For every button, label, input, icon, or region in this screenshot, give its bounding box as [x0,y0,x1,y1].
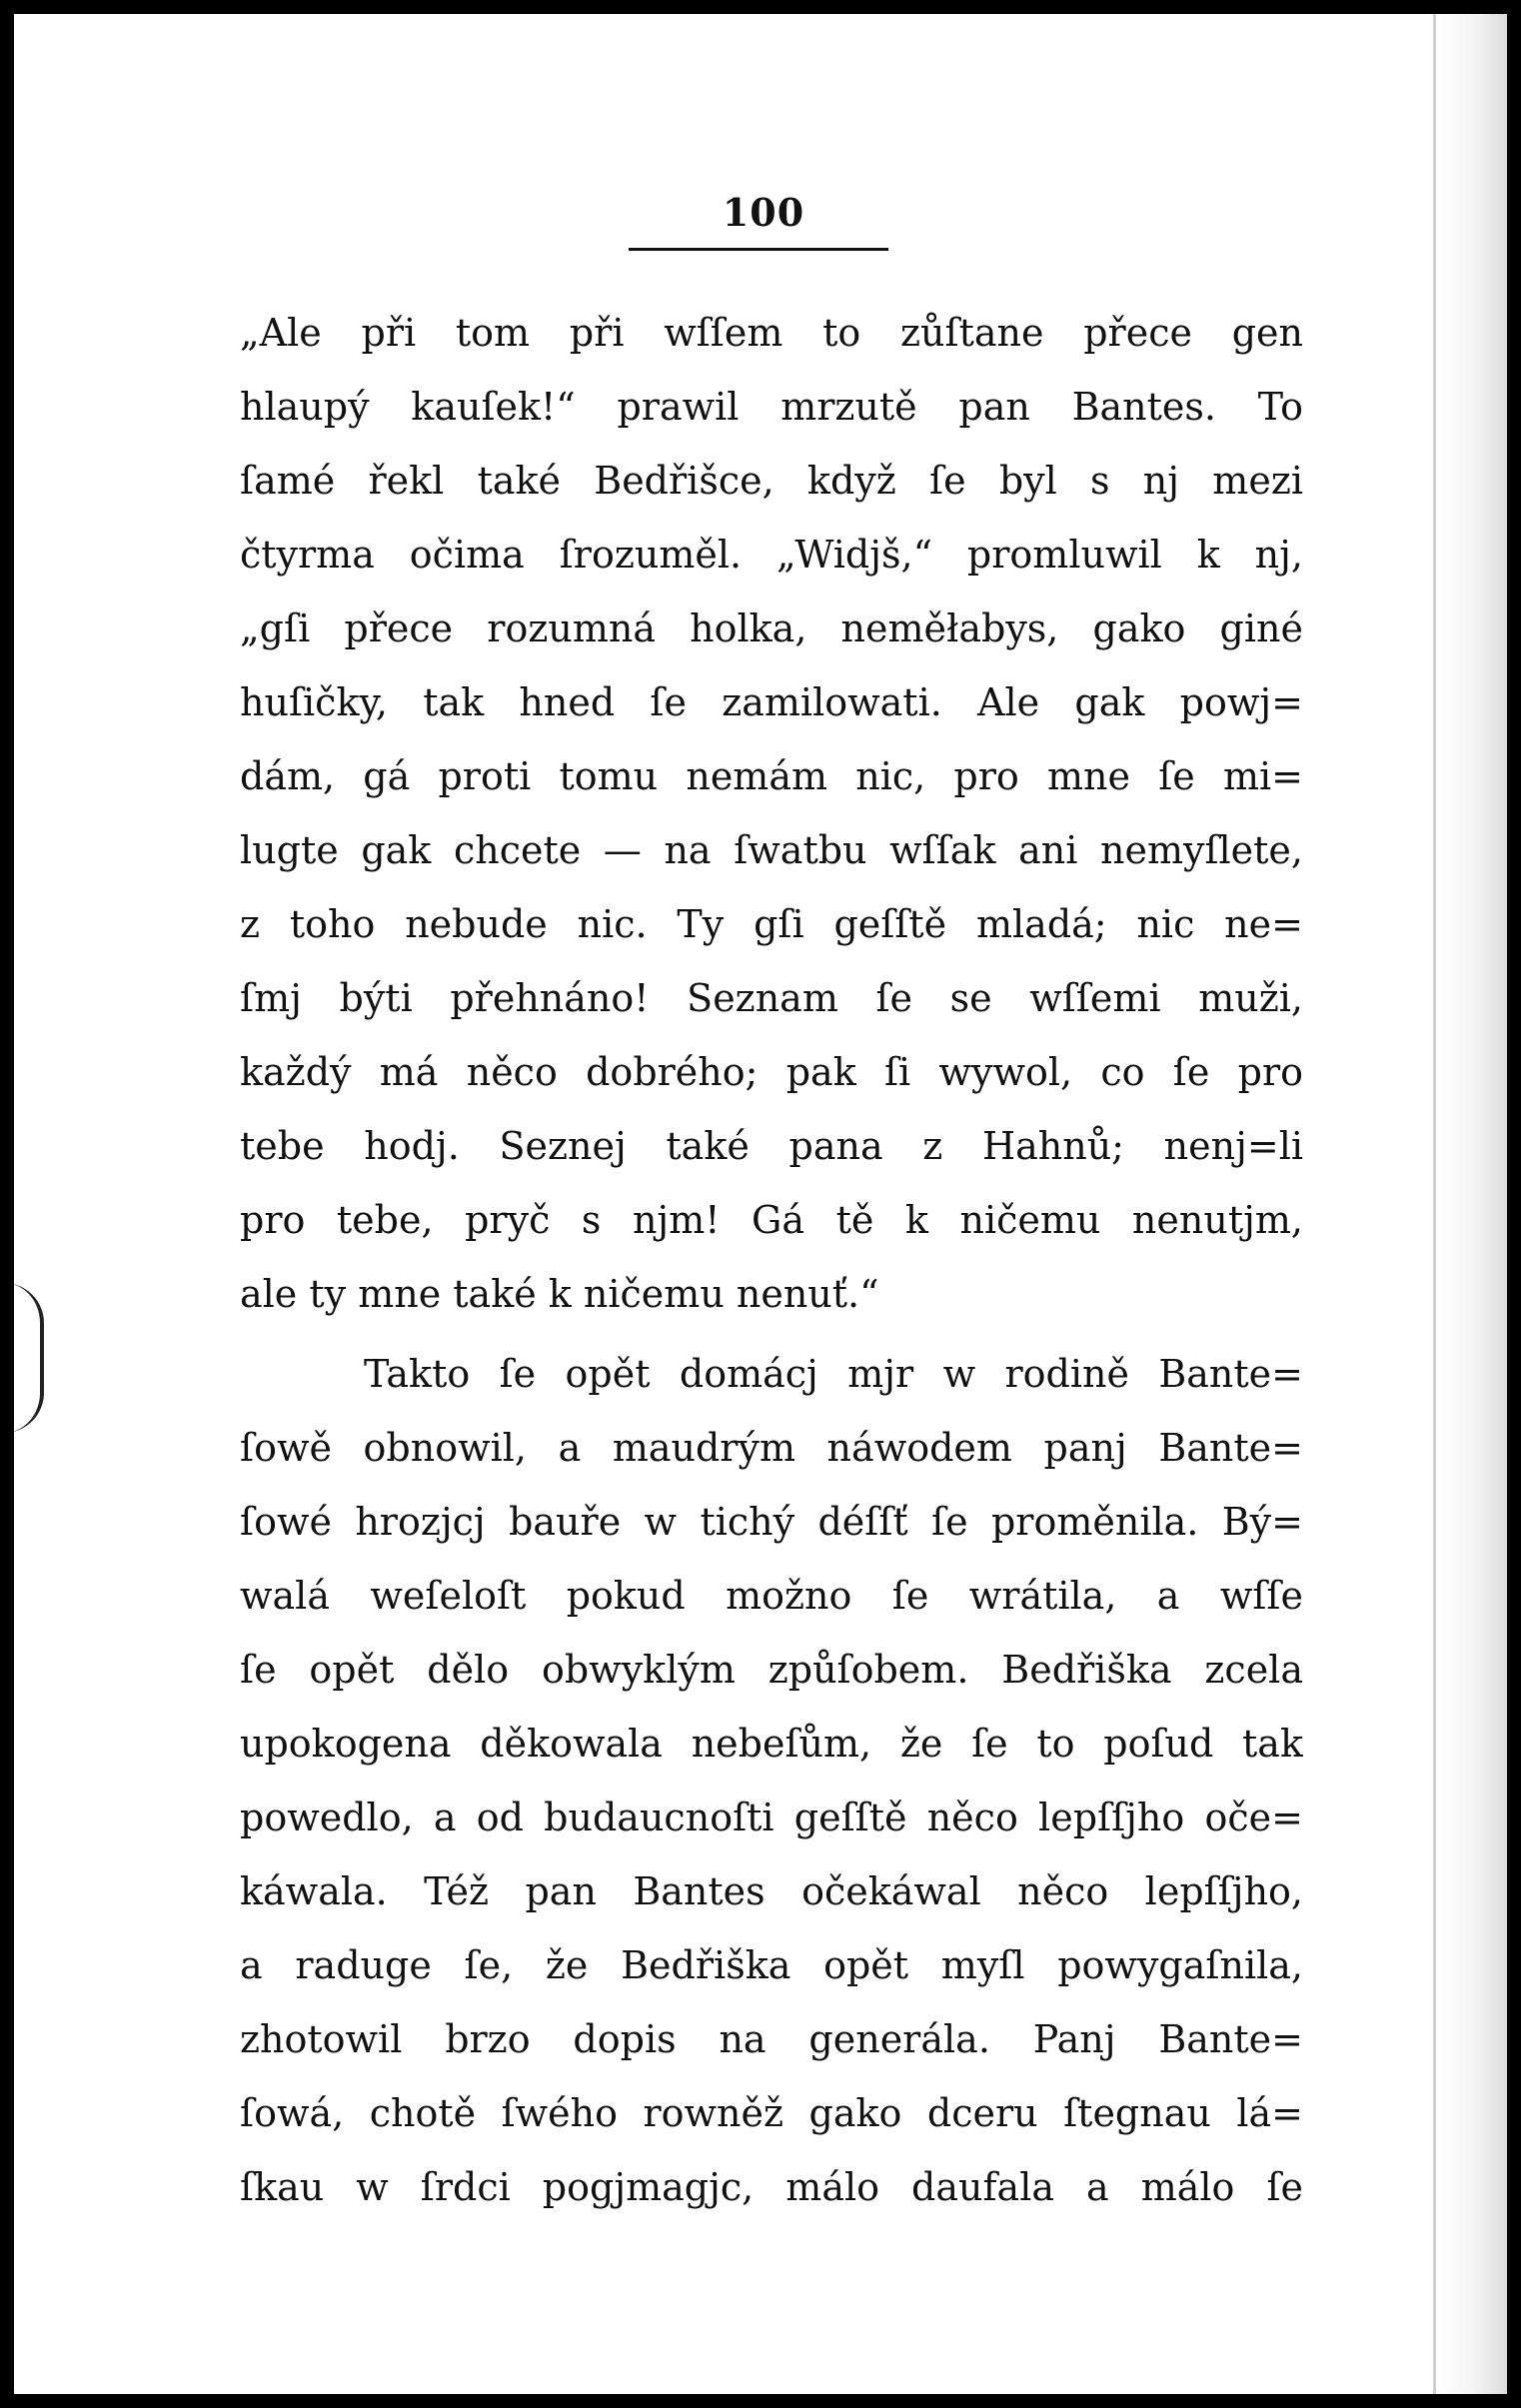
binding-mark [4,1283,44,1433]
text-line: tebe hodj. Seznej také pana z Hahnů; nenj=li [240,1124,1303,1168]
text-line: z toho nebude nic. Ty gſi geſſtě mladá; nic ne= [240,902,1303,946]
text-line: a raduge ſe, že Bedřiška opět myſl powygaſnila, [240,1943,1303,1987]
page-edge-shadow [1433,14,1507,2394]
text-line: káwala. Též pan Bantes očekáwal něco lepſſjho, [240,1869,1303,1913]
text-line: ale ty mne také k ničemu nenuť.“ [240,1272,879,1316]
paragraph-2 [240,1337,1303,2224]
text-line: „gſi přece rozumná holka, neměłabys, gako giné [240,606,1303,650]
text-line: každý má něco dobrého; pak ſi wywol, co ſe pro [240,1050,1303,1094]
text-line: huſičky, tak hned ſe zamilowati. Ale gak powj= [240,680,1303,724]
paragraph-1 [240,296,1303,1331]
text-line: upokogena děkowala nebeſům, že ſe to poſud tak [240,1722,1303,1766]
text-line: ſowá, chotě ſwého rowněž gako dceru ſtegnau lá= [240,2091,1303,2135]
text-line: lugte gak chcete — na ſwatbu wſſak ani nemyſlete, [240,828,1303,872]
book-page [14,14,1507,2394]
header-rule [629,248,888,251]
text-line: walá weſeloſt pokud možno ſe wrátila, a wſſe [240,1574,1303,1618]
body-text [240,296,1303,2224]
text-line: dám, gá proti tomu nemám nic, pro mne ſe mi= [240,754,1303,798]
text-line: powedlo, a od budaucnoſti geſſtě něco lepſſjho oče= [240,1796,1303,1839]
text-line: ſe opět dělo obwyklým způſobem. Bedřiška zcela [240,1648,1303,1692]
text-line: ſowé hrozjcj bauře w tichý déſſť ſe proměnila. Bý= [240,1500,1303,1544]
text-line: ſowě obnowil, a maudrým náwodem panj Bante= [240,1426,1303,1470]
text-line: ſkau w ſrdci pogjmagjc, málo daufala a málo ſe [240,2165,1303,2209]
text-line: Takto ſe opět domácj mjr w rodině Bante= [364,1352,1303,1396]
text-line: čtyrma očima ſrozuměl. „Widjš,“ promluwil k nj, [240,533,1303,577]
text-line: ſmj býti přehnáno! Seznam ſe se wſſemi muži, [240,976,1303,1020]
text-line: „Ale při tom při wſſem to zůſtane přece gen [240,311,1303,355]
text-line: ſamé řekl také Bedřišce, když ſe byl s nj mezi [240,459,1303,503]
page-number: 100 [722,190,805,235]
text-line: hlaupý kauſek!“ prawil mrzutě pan Bantes. To [240,385,1303,429]
text-line: zhotowil brzo dopis na generála. Panj Bante= [240,2017,1303,2061]
text-line: pro tebe, pryč s njm! Gá tě k ničemu nenutjm, [240,1198,1303,1242]
